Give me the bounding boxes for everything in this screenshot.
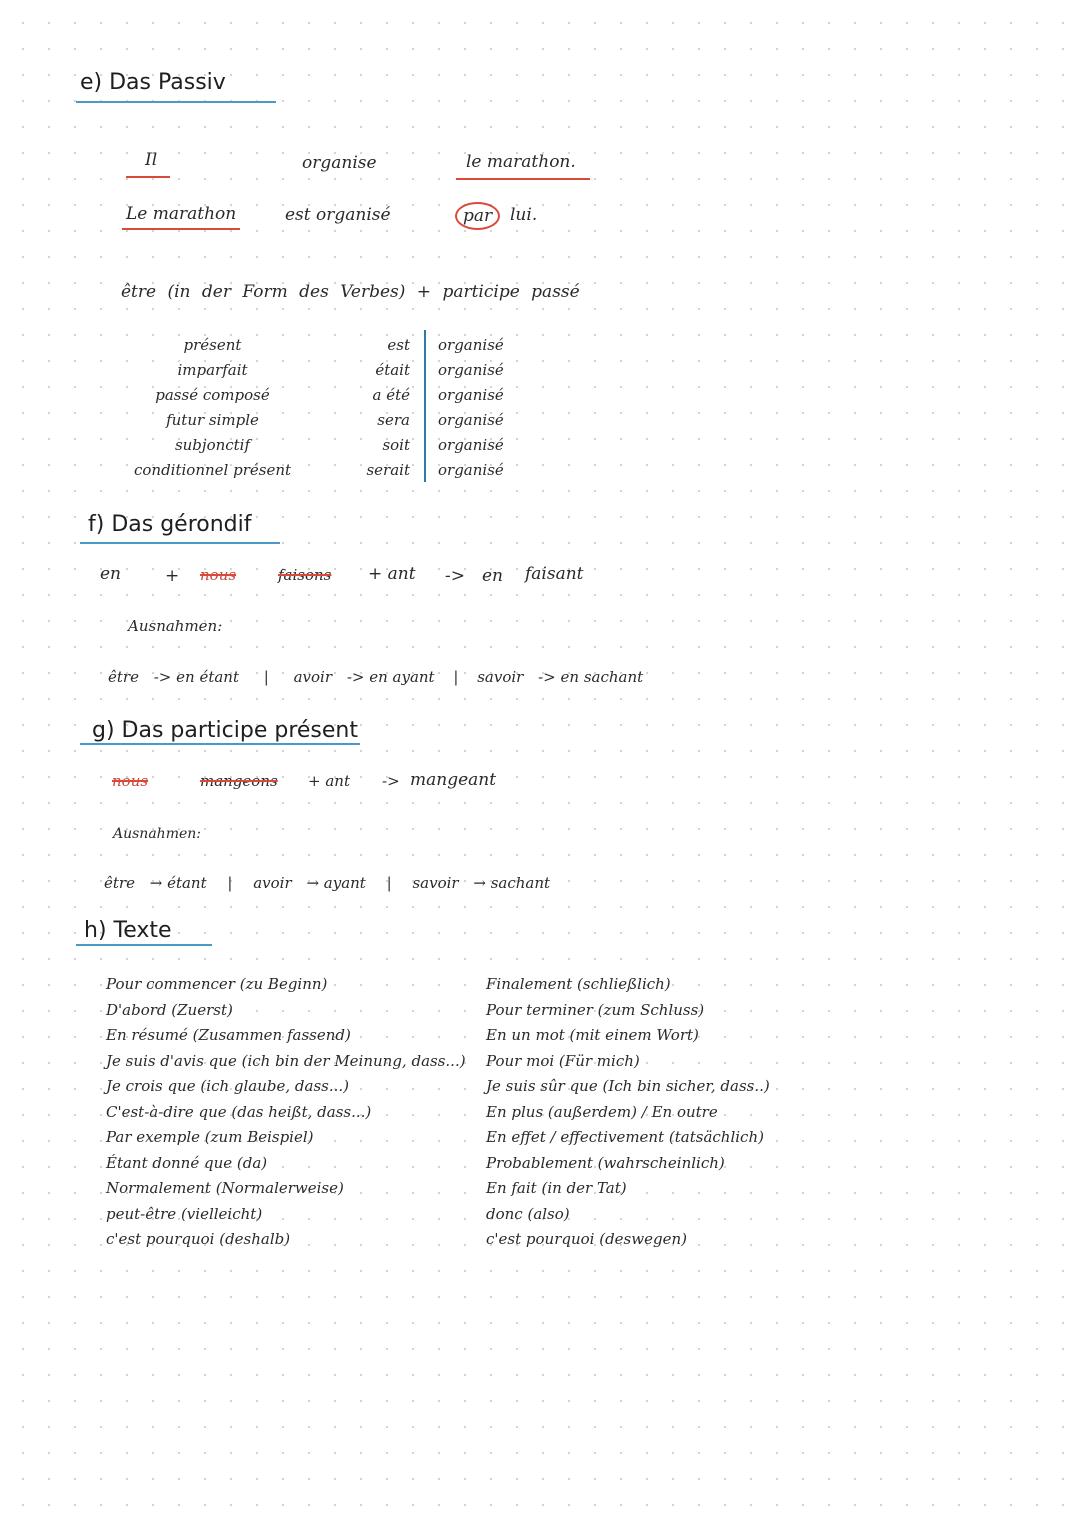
gerondif-en: en bbox=[100, 564, 122, 584]
passive-agent-prep: par bbox=[455, 202, 500, 230]
passive-agent: lui. bbox=[510, 205, 538, 225]
exception-result: -> en sachant bbox=[538, 668, 644, 686]
list-item: En fait (in der Tat) bbox=[486, 1179, 627, 1197]
exception-verb: savoir bbox=[412, 874, 459, 892]
heading-gerondif-underline bbox=[80, 542, 280, 544]
active-subject-underline bbox=[126, 176, 170, 178]
tense-row: conditionnel présent bbox=[133, 461, 292, 479]
heading-participe: g) Das participe présent bbox=[92, 718, 358, 743]
exception-result: → sachant bbox=[473, 874, 551, 892]
list-item: donc (also) bbox=[486, 1204, 570, 1223]
participle-row: organisé bbox=[438, 436, 504, 454]
gerondif-nous: nous bbox=[200, 566, 237, 584]
list-item: Je suis d'avis que (ich bin der Meinung, dass...) bbox=[106, 1051, 466, 1070]
list-item: Pour moi (Für mich) bbox=[486, 1051, 640, 1070]
tense-row: imparfait bbox=[177, 361, 248, 379]
exception-verb: être bbox=[104, 874, 135, 892]
active-verb: organise bbox=[302, 153, 377, 173]
tense-column bbox=[125, 333, 300, 483]
etre-row: a été bbox=[372, 386, 410, 404]
heading-gerondif: f) Das gérondif bbox=[88, 512, 252, 537]
etre-row: serait bbox=[366, 461, 410, 479]
gerondif-plus: + bbox=[165, 566, 180, 586]
list-item: Je crois que (ich glaube, dass...) bbox=[106, 1077, 350, 1095]
participle-row: organisé bbox=[438, 411, 504, 429]
gerondif-exceptions-label: Ausnahmen: bbox=[128, 617, 223, 635]
list-item: Pour terminer (zum Schluss) bbox=[486, 1000, 705, 1019]
participe-arrow: -> bbox=[382, 772, 400, 790]
list-item: Par exemple (zum Beispiel) bbox=[106, 1128, 314, 1146]
heading-texte: h) Texte bbox=[84, 918, 172, 943]
list-item: Probablement (wahrscheinlich) bbox=[486, 1153, 725, 1172]
exception-verb: avoir bbox=[253, 874, 292, 892]
list-item: c'est pourquoi (deswegen) bbox=[486, 1230, 687, 1248]
etre-row: sera bbox=[377, 411, 410, 429]
participe-exceptions-label: Ausnahmen: bbox=[113, 826, 201, 842]
participe-form bbox=[200, 772, 278, 790]
list-item: Pour commencer (zu Beginn) bbox=[106, 975, 328, 993]
etre-row: est bbox=[387, 336, 410, 354]
gerondif-form bbox=[278, 566, 331, 584]
passive-verb: est organisé bbox=[285, 205, 391, 225]
gerondif-arrow: -> bbox=[445, 566, 465, 586]
participle-row: organisé bbox=[438, 336, 504, 354]
heading-passiv-underline bbox=[76, 101, 276, 103]
participe-exception bbox=[104, 874, 550, 892]
exception-separator: | bbox=[386, 874, 392, 892]
participle-row: organisé bbox=[438, 461, 504, 479]
tense-row: passé composé bbox=[155, 386, 270, 404]
list-item: En effet / effectivement (tatsächlich) bbox=[486, 1128, 764, 1146]
tense-row: futur simple bbox=[166, 411, 259, 429]
exception-separator: | bbox=[263, 668, 269, 686]
list-item: Je suis sûr que (Ich bin sicher, dass..) bbox=[486, 1077, 770, 1095]
passive-rule: être (in der Form des Verbes) + participe passé bbox=[121, 282, 580, 302]
list-item: C'est-à-dire que (das heißt, dass...) bbox=[106, 1102, 372, 1121]
participe-nous: nous bbox=[112, 772, 149, 790]
gerondif-result: faisant bbox=[525, 564, 584, 584]
table-divider bbox=[424, 330, 426, 482]
active-object-underline bbox=[456, 178, 590, 180]
exception-result: → étant bbox=[149, 874, 207, 892]
gerondif-result-en: en bbox=[482, 566, 504, 586]
passive-subject: Le marathon bbox=[126, 204, 237, 224]
participe-form-text: mangeons bbox=[200, 772, 278, 790]
exception-result: -> en ayant bbox=[346, 668, 435, 686]
participe-result: mangeant bbox=[410, 770, 497, 790]
etre-column bbox=[330, 333, 410, 483]
list-item: En résumé (Zusammen fassend) bbox=[106, 1026, 351, 1044]
exception-verb: être bbox=[108, 668, 139, 686]
list-item: c'est pourquoi (deshalb) bbox=[106, 1230, 291, 1248]
texte-left-column bbox=[106, 972, 466, 1253]
exception-separator: | bbox=[227, 874, 233, 892]
exception-separator: | bbox=[453, 668, 459, 686]
exception-result: → ayant bbox=[306, 874, 366, 892]
list-item: Finalement (schließlich) bbox=[486, 975, 671, 993]
gerondif-form-text: faisons bbox=[278, 566, 332, 584]
passive-subject-underline bbox=[122, 228, 240, 230]
list-item: En plus (außerdem) / En outre bbox=[486, 1102, 718, 1121]
etre-row: était bbox=[375, 361, 410, 379]
list-item: Étant donné que (da) bbox=[106, 1153, 268, 1172]
list-item: Normalement (Normalerweise) bbox=[106, 1179, 344, 1197]
active-subject: Il bbox=[145, 150, 158, 170]
heading-passiv: e) Das Passiv bbox=[80, 70, 226, 95]
participe-suffix: + ant bbox=[308, 772, 350, 790]
tense-row: subjonctif bbox=[174, 436, 251, 454]
active-object: le marathon. bbox=[466, 152, 576, 172]
list-item: En un mot (mit einem Wort) bbox=[486, 1026, 699, 1044]
heading-participe-underline bbox=[80, 743, 360, 745]
participle-column bbox=[438, 333, 504, 483]
exception-verb: savoir bbox=[477, 668, 524, 686]
list-item: D'abord (Zuerst) bbox=[106, 1000, 233, 1019]
participle-row: organisé bbox=[438, 361, 504, 379]
list-item: peut-être (vielleicht) bbox=[106, 1204, 263, 1223]
etre-row: soit bbox=[382, 436, 410, 454]
texte-right-column bbox=[486, 972, 770, 1253]
heading-texte-underline bbox=[76, 944, 212, 946]
tense-row: présent bbox=[183, 336, 242, 354]
participle-row: organisé bbox=[438, 386, 504, 404]
exception-verb: avoir bbox=[293, 668, 333, 686]
gerondif-suffix: + ant bbox=[368, 564, 416, 584]
gerondif-exception bbox=[108, 668, 643, 686]
exception-result: -> en étant bbox=[153, 668, 239, 686]
